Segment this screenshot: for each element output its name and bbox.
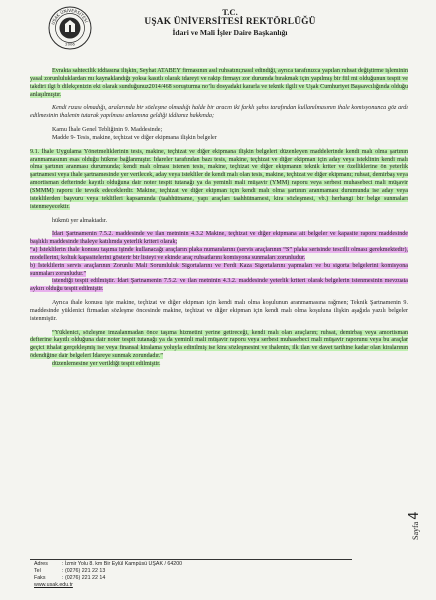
paragraph-conclusion: düzenlemesine yer verildiği tespit edilmiştir. xyxy=(52,361,161,367)
law-reference: Kamu İhale Genel Tebliğinin 9. Maddesinde; xyxy=(52,127,163,134)
university-seal-logo xyxy=(48,6,92,50)
quote-item-b: b) İsteklilerin servis araçlarının Zorunlu Mali Sorumluluk Sigortalarını ve Ferdi Kaza Sigortalarını yapmaları ve bu sigorta belgelerini komisyona sunmaları zorunludur.” xyxy=(30,262,408,277)
paragraph-hukmu: hükmü yer almaktadır. xyxy=(52,217,107,224)
page-number: 4 xyxy=(407,511,422,520)
paragraph-claim-intro: Kendi rızası olmadığı, aralarında bir sözleşme olmadığı halde bir aracın iki farklı şahıs tarafından kullanılmasının ihale komisyonunca göz ardı edilmesinin ihalenin tutarak yapılması anlamına geldiği iddianız hakkında; xyxy=(30,105,408,120)
paragraph-article-9-1: 9.1. İhale Uygulama Yönetmeliklerinin tesis, makine, teçhizat ve diğer ekipmana ilişkin belgeleri düzenleyen maddelerinde kendi malı olma şartının aranmamasının esas olduğu hükme bağlanmıştır. İdareler tarafından bazı tesis, makine, teçhizat ve diğer ekipman için aday veya isteklinin kendi malı olma şartının aranması durumunda; kendi malı olması istenen tesis, makine, teçhizat ve diğer ekipmanın teknik kriter ve özelliklerine ön yeterlik şartnamesi veya ihale şartnamesinde yer verilecek, aday veya istekliler de kendi malı olan tesis, makine, teçhizat ve diğer ekipmanı; ruhsat, demirbaş veya amortisman defterinde kayıtlı olduğuna dair noter tespit tutanağı ya da yeminli mali müşavir (YMM) raporu veya serbest muhasebeci mali müşavir (SMMM) raporu ile tevsik edeceklerdir. Makine, teçhizat ve diğer ekipman için kendi malı olma şartının aranmaması durumunda ise aday veya isteklilerden başvuru veya teklifleri kapsamında (taahhütname, yapı araçları taahhütnamesi, kira sözleşmesi, vb.) herhangi bir belge sunmaları istenmeyecektir. xyxy=(30,148,408,210)
footer-divider xyxy=(30,559,352,560)
website-link[interactable]: www.usak.edu.tr xyxy=(34,581,73,588)
paragraph-technical-spec: Ayrıca ihale konusu işte makine, teçhizat ve diğer ekipman için kendi malı olma koşulunun aranmamasına rağmen; Teknik Şartnamenin 9. maddesinde yüklenici firmadan sözleşme öncesinde makine, teçhizat ve diğer ekipman için kendi malı olma koşuluna ilişkin aşağıda yazılı belgeler istenmiştir. xyxy=(30,300,408,322)
svg-text:2006: 2006 xyxy=(65,41,75,47)
quote-item-a: “a) İsteklilerin ihale konusu taşıma işinde kullanacağı araçların plaka numaralarını (servis araçlarının “S” plaka serisinde tescilli olması gerekmektedir), modellerini, koltuk kapasitelerini gösterir bir listeyi ve ekinde araç ruhsatlarını komisyona sunmaları zorunludur. xyxy=(30,247,408,261)
fax-value: : (0276) 221 22 14 xyxy=(62,574,106,581)
quote-technical-spec: “Yüklenici, sözleşme imzalanmadan önce taşıma hizmetini yerine getireceği, kendi malı olan araçların; ruhsat, demirbaş veya amortisman defterine kayıtlı olduğuna dair noter tespit tutanağı ya da yeminli mali müşavir raporu veya serbest muhasebeci mali müşavir raporunu veya bu araçlar geçici ithalat gerçekleşmiş ise veya finansal kiralama yoluyla edinilmiş ise kira sözleşmesini ve ihalenin, ilk ilan ve davet tarihine kadar olan kiralarının ödendiğine dair belgeleri İdareye sunmak zorundadır.” xyxy=(30,329,408,360)
page-word: Sayfa xyxy=(411,521,420,540)
header-tc: T.C. xyxy=(222,7,238,17)
svg-text:UŞAK ÜNİVERSİTESİ: UŞAK ÜNİVERSİTESİ xyxy=(50,7,89,26)
address-label: Adres xyxy=(34,561,48,567)
footer-url-row xyxy=(34,582,354,589)
page-number-label xyxy=(407,512,422,541)
footer-fax-row xyxy=(34,575,354,582)
document-body xyxy=(30,68,408,369)
paragraph-forgery-claim: Evrakta sahtecilik iddiasına ilişkin, Seyhat ATABEY firmasının asıl ruhsatını;nasıl edindiği, ayrıca tarafınızca yapılan ruhsat değiştirme işleminin yasal zorunluluklardan mı kaynaklandığı yoksa kasıtlı olarak idareyi ve rakip firmayı zor durumda bırakmak için yapılmış bir fiil mi olduğunun tespit ve takdiri ilgi b dilekçenizin eki olarak sunduğunuz2014/468 soruşturma no’lu dosyadaki kararla ve teknik ilgili ve Uşak Cumhuriyet Başsavcılığında olduğu anlaşılmıştır. xyxy=(30,68,408,98)
footer-phone-row xyxy=(34,568,354,575)
paragraph-admin-spec: İdari Şartnamenin 7.5.2. maddesinde ve ilan metninin 4.3.2 Makine, teçhizat ve diğer ekipmana ait belgeler ve kapasite raporu maddesinde başlıklı maddesinde ihaleye katılımda yeterlik kriteri olarak; xyxy=(30,231,408,246)
footer-contact xyxy=(34,561,354,589)
phone-value: : (0276) 221 22 13 xyxy=(62,567,106,574)
header-department: İdari ve Mali İşler Daire Başkanlığı xyxy=(172,28,288,37)
law-article-title: Madde 9- Tesis, makine, teçhizat ve diğer ekipmana ilişkin belgeler xyxy=(52,134,217,141)
fax-label: Faks xyxy=(34,574,46,581)
phone-label: Tel xyxy=(34,567,41,574)
address-value: : İzmir Yolu 8. km Bir Eylül Kampüsü UŞAK / 64200 xyxy=(62,561,183,567)
footer-address-row xyxy=(34,561,354,568)
header-university: UŞAK ÜNİVERSİTESİ REKTÖRLÜĞÜ xyxy=(144,17,316,27)
paragraph-finding: istendiği tespit edilmiştir. İdari Şartnamenin 7.5.2. ve ilan metninin 4.3.2. maddesinde yeterlik kriteri olarak belgelerin istenmesinin mevzuata aykırı olduğu tespit edilmiştir. xyxy=(30,278,408,293)
letterhead xyxy=(110,7,350,38)
